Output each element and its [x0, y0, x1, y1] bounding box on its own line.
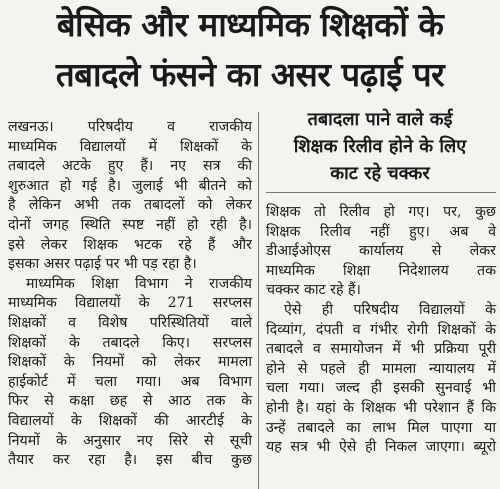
article-left-column	[8, 118, 252, 471]
text-line: चक्कर काट रहे हैं।	[266, 282, 361, 299]
text-line: डीआईओएस कार्यालय से लेकर	[266, 243, 496, 260]
text-line: इसे लेकर शिक्षक भटक रहे हैं और	[8, 236, 252, 253]
text-line: शिक्षकों के नियमों को लेकर मामला	[8, 354, 252, 371]
text-line: शिक्षकों व विशेष परिस्थितियों वाले	[8, 314, 252, 331]
text-line: यह सत्र भी ऐसे ही निकल जाएगा। ब्यूरो	[266, 439, 496, 456]
text-line: चला गया। जल्द ही इसकी सुनवाई भी	[266, 380, 496, 397]
headline-line-1: बेसिक और माध्यमिक शिक्षकों के	[56, 5, 444, 44]
text-line: शिक्षकों के तबादले किए। सरप्लस	[8, 334, 252, 351]
subheadline-line-2: शिक्षक रिलीव होने के लिए	[293, 136, 467, 157]
text-line: ऐसे ही परिषदीय विद्यालयों के	[284, 301, 496, 318]
text-line: लखनऊ। परिषदीय व राजकीय	[8, 119, 252, 135]
text-line: शुरुआत हो गई है। जुलाई भी बीतने को	[8, 177, 252, 194]
article-right-column	[266, 203, 496, 458]
text-line: तबादले अटके हुए हैं। नए सत्र की	[8, 158, 252, 175]
text-line: माध्यमिक शिक्षा निदेशालय तक	[266, 262, 496, 279]
subheadline-line-3: काट रहे चक्कर	[330, 163, 430, 184]
column-divider	[258, 112, 259, 489]
text-line: तबादले व समायोजन में भी प्रक्रिया पूरी	[266, 341, 496, 358]
text-line: नियमों के अनुसार नए सिरे से सूची	[8, 432, 252, 449]
text-line: दिव्यांग, दंपती व गंभीर रोगी शिक्षकों के	[266, 321, 496, 338]
subheadline-divider	[266, 192, 496, 193]
text-line: होने से पहले ही मामला न्यायालय में	[266, 360, 496, 377]
text-line: दोनों जगह स्थिति स्पष्ट नहीं हो रही है।	[8, 216, 252, 233]
text-line: माध्यमिक शिक्षा विभाग ने राजकीय	[26, 275, 252, 292]
text-line: शिक्षक तो रिलीव हो गए। पर, कुछ	[266, 204, 496, 220]
text-line: है लेकिन अभी तक तबादलों को लेकर	[8, 197, 252, 214]
text-line: उन्हें तबादले का लाभ मिल पाएगा या	[266, 419, 496, 436]
text-line: इसका असर पढ़ाई पर भी पड़ रहा है।	[8, 256, 197, 273]
text-line: हाईकोर्ट में चला गया। अब विभाग	[8, 373, 252, 390]
subheadline-line-1: तबादला पाने वाले कई	[307, 109, 453, 130]
text-line: शिक्षक रिलीव नहीं हुए। अब वे	[266, 223, 496, 240]
text-line: फिर से कक्षा छह से आठ तक के	[8, 393, 252, 410]
headline	[0, 0, 500, 100]
headline-line-2: तबादले फंसने का असर पढ़ाई पर	[55, 55, 445, 94]
text-line: तैयार कर रहा है। इस बीच कुछ	[8, 452, 252, 469]
subheadline	[262, 106, 498, 187]
text-line: माध्यमिक विद्यालयों के 271 सरप्लस	[8, 295, 252, 312]
text-line: विद्यालयों के शिक्षकों की आरटीई के	[8, 412, 252, 429]
text-line: होनी है। यहां के शिक्षक भी परेशान हैं कि	[266, 399, 496, 416]
text-line: माध्यमिक विद्यालयों में शिक्षकों के	[8, 138, 252, 155]
